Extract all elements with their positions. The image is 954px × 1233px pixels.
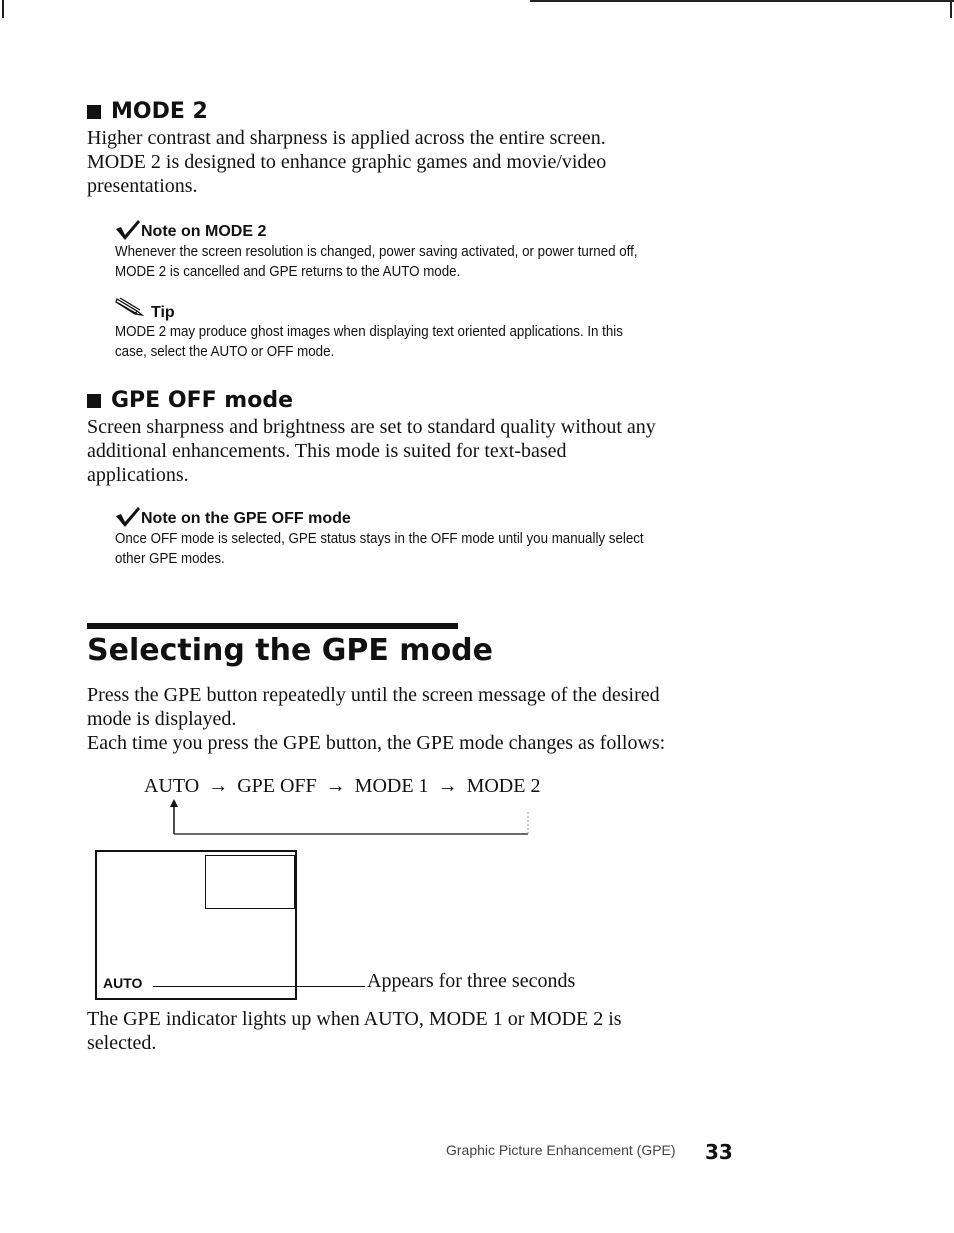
monitor-inner-window: [205, 855, 295, 909]
flow-step-mode1: MODE 1: [354, 775, 429, 797]
mode2-body-line: MODE 2 is designed to enhance graphic games and movie/video: [87, 151, 607, 173]
callout-text: Appears for three seconds: [367, 970, 576, 992]
section-rule: [87, 623, 458, 629]
selecting-after-line: selected.: [87, 1032, 157, 1054]
section-title: Selecting the GPE mode: [87, 633, 493, 668]
page-right-rule: [950, 0, 952, 18]
checkmark-icon: [115, 506, 141, 528]
mode2-note-line: Whenever the screen resolution is changed, power saving activated, or power turned off,: [115, 244, 638, 260]
gpe-off-body-line: Screen sharpness and brightness are set to standard quality without any: [87, 416, 656, 438]
mode2-note-heading: [115, 219, 266, 241]
selecting-body-line: mode is displayed.: [87, 708, 237, 730]
square-bullet-icon: [87, 105, 101, 119]
mode2-tip-heading: [115, 297, 175, 322]
gpe-off-note-line: other GPE modes.: [115, 551, 225, 567]
mode2-body-line: presentations.: [87, 175, 198, 197]
gpe-off-body: [87, 415, 656, 487]
flow-step-mode2: MODE 2: [466, 775, 541, 797]
mode2-body: [87, 126, 606, 198]
arrow-right-icon: →: [437, 775, 458, 797]
footer-section-name: Graphic Picture Enhancement (GPE): [446, 1142, 676, 1158]
pencil-icon: [115, 297, 145, 322]
page-left-rule: [2, 0, 4, 18]
flow-step-gpe-off: GPE OFF: [237, 775, 317, 797]
gpe-off-body-line: additional enhancements. This mode is suited for text-based: [87, 440, 567, 462]
mode2-note-line: MODE 2 is cancelled and GPE returns to the AUTO mode.: [115, 264, 461, 280]
selecting-body: [87, 683, 665, 755]
arrow-right-icon: →: [325, 775, 346, 797]
mode2-body-line: Higher contrast and sharpness is applied across the entire screen.: [87, 127, 606, 149]
page-number: 33: [705, 1140, 733, 1164]
selecting-body-line: Press the GPE button repeatedly until the screen message of the desired: [87, 684, 660, 706]
gpe-off-heading: [87, 388, 293, 413]
mode2-tip-body: [115, 322, 775, 362]
mode2-tip-line: MODE 2 may produce ghost images when displaying text oriented applications. In this: [115, 324, 623, 340]
gpe-off-note-heading-text: Note on the GPE OFF mode: [141, 510, 351, 527]
flow-loop-arrow: [160, 798, 540, 840]
checkmark-icon: [115, 219, 141, 241]
mode2-note-heading-text: Note on MODE 2: [141, 223, 267, 240]
osd-auto-label: AUTO: [103, 975, 143, 991]
mode2-note-body: [115, 242, 775, 282]
selecting-after-body: [87, 1007, 622, 1055]
mode2-tip-heading-text: Tip: [151, 304, 175, 321]
mode2-heading-text: MODE 2: [111, 99, 208, 124]
gpe-off-note-body: [115, 529, 775, 569]
mode2-heading: [87, 99, 208, 124]
gpe-off-body-line: applications.: [87, 464, 189, 486]
arrow-right-icon: →: [208, 775, 229, 797]
gpe-off-note-line: Once OFF mode is selected, GPE status stays in the OFF mode until you manually select: [115, 531, 644, 547]
mode2-tip-line: case, select the AUTO or OFF mode.: [115, 344, 335, 360]
mode-flow: [144, 775, 540, 798]
flow-step-auto: AUTO: [144, 775, 200, 797]
square-bullet-icon: [87, 394, 101, 408]
gpe-off-note-heading: [115, 506, 351, 528]
page-top-rule: [530, 0, 954, 2]
selecting-body-line: Each time you press the GPE button, the GPE mode changes as follows:: [87, 732, 666, 754]
callout-line: [153, 986, 365, 987]
gpe-off-heading-text: GPE OFF mode: [111, 388, 293, 413]
selecting-after-line: The GPE indicator lights up when AUTO, MODE 1 or MODE 2 is: [87, 1008, 622, 1030]
